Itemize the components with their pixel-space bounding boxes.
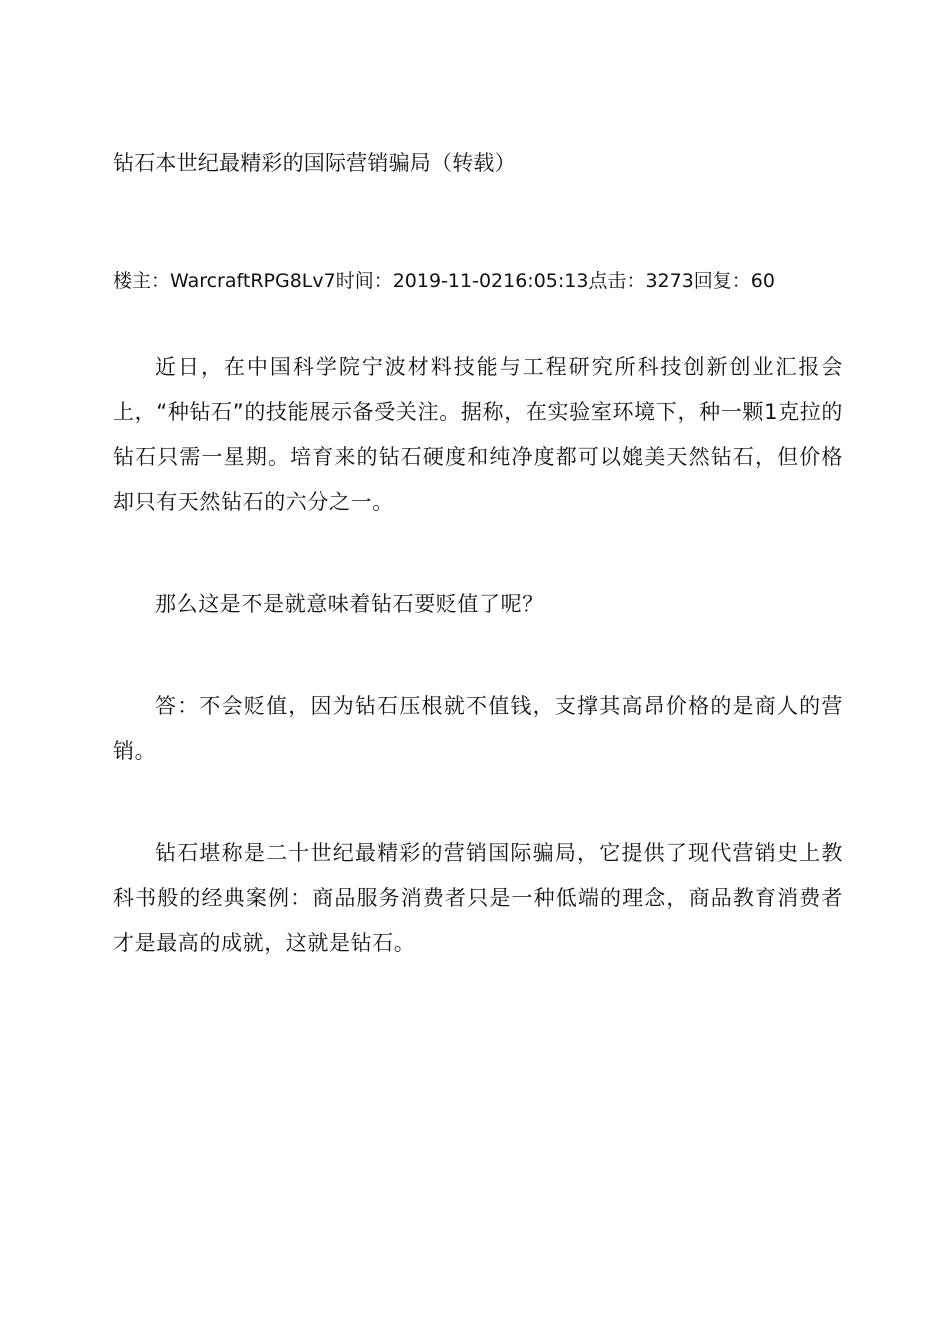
page-title: 钻石本世纪最精彩的国际营销骗局（转载） — [113, 151, 516, 175]
paragraph-1: 近日，在中国科学院宁波材料技能与工程研究所科技创新创业汇报会上，“种钻石”的技能展示备受关注。据称，在实验室环境下，种一颗1克拉的钻石只需一星期。培育来的钻石硬度和纯净度都可以媲美天然钻石，但价格却只有天然钻石的六分之一。 — [113, 355, 843, 514]
post-meta: 楼主：WarcraftRPG8Lv7时间：2019-11-0216:05:13点击：3273回复：60 — [113, 270, 775, 292]
document-body — [113, 148, 843, 1023]
paragraph-4: 钻石堪称是二十世纪最精彩的营销国际骗局，它提供了现代营销史上教科书般的经典案例：商品服务消费者只是一种低端的理念，商品教育消费者才是最高的成就，这就是钻石。 — [113, 841, 843, 955]
paragraph-3: 答：不会贬值，因为钻石压根就不值钱，支撑其高昂价格的是商人的营销。 — [113, 694, 843, 763]
paragraph-2: 那么这是不是就意味着钻石要贬值了呢？ — [155, 592, 544, 616]
